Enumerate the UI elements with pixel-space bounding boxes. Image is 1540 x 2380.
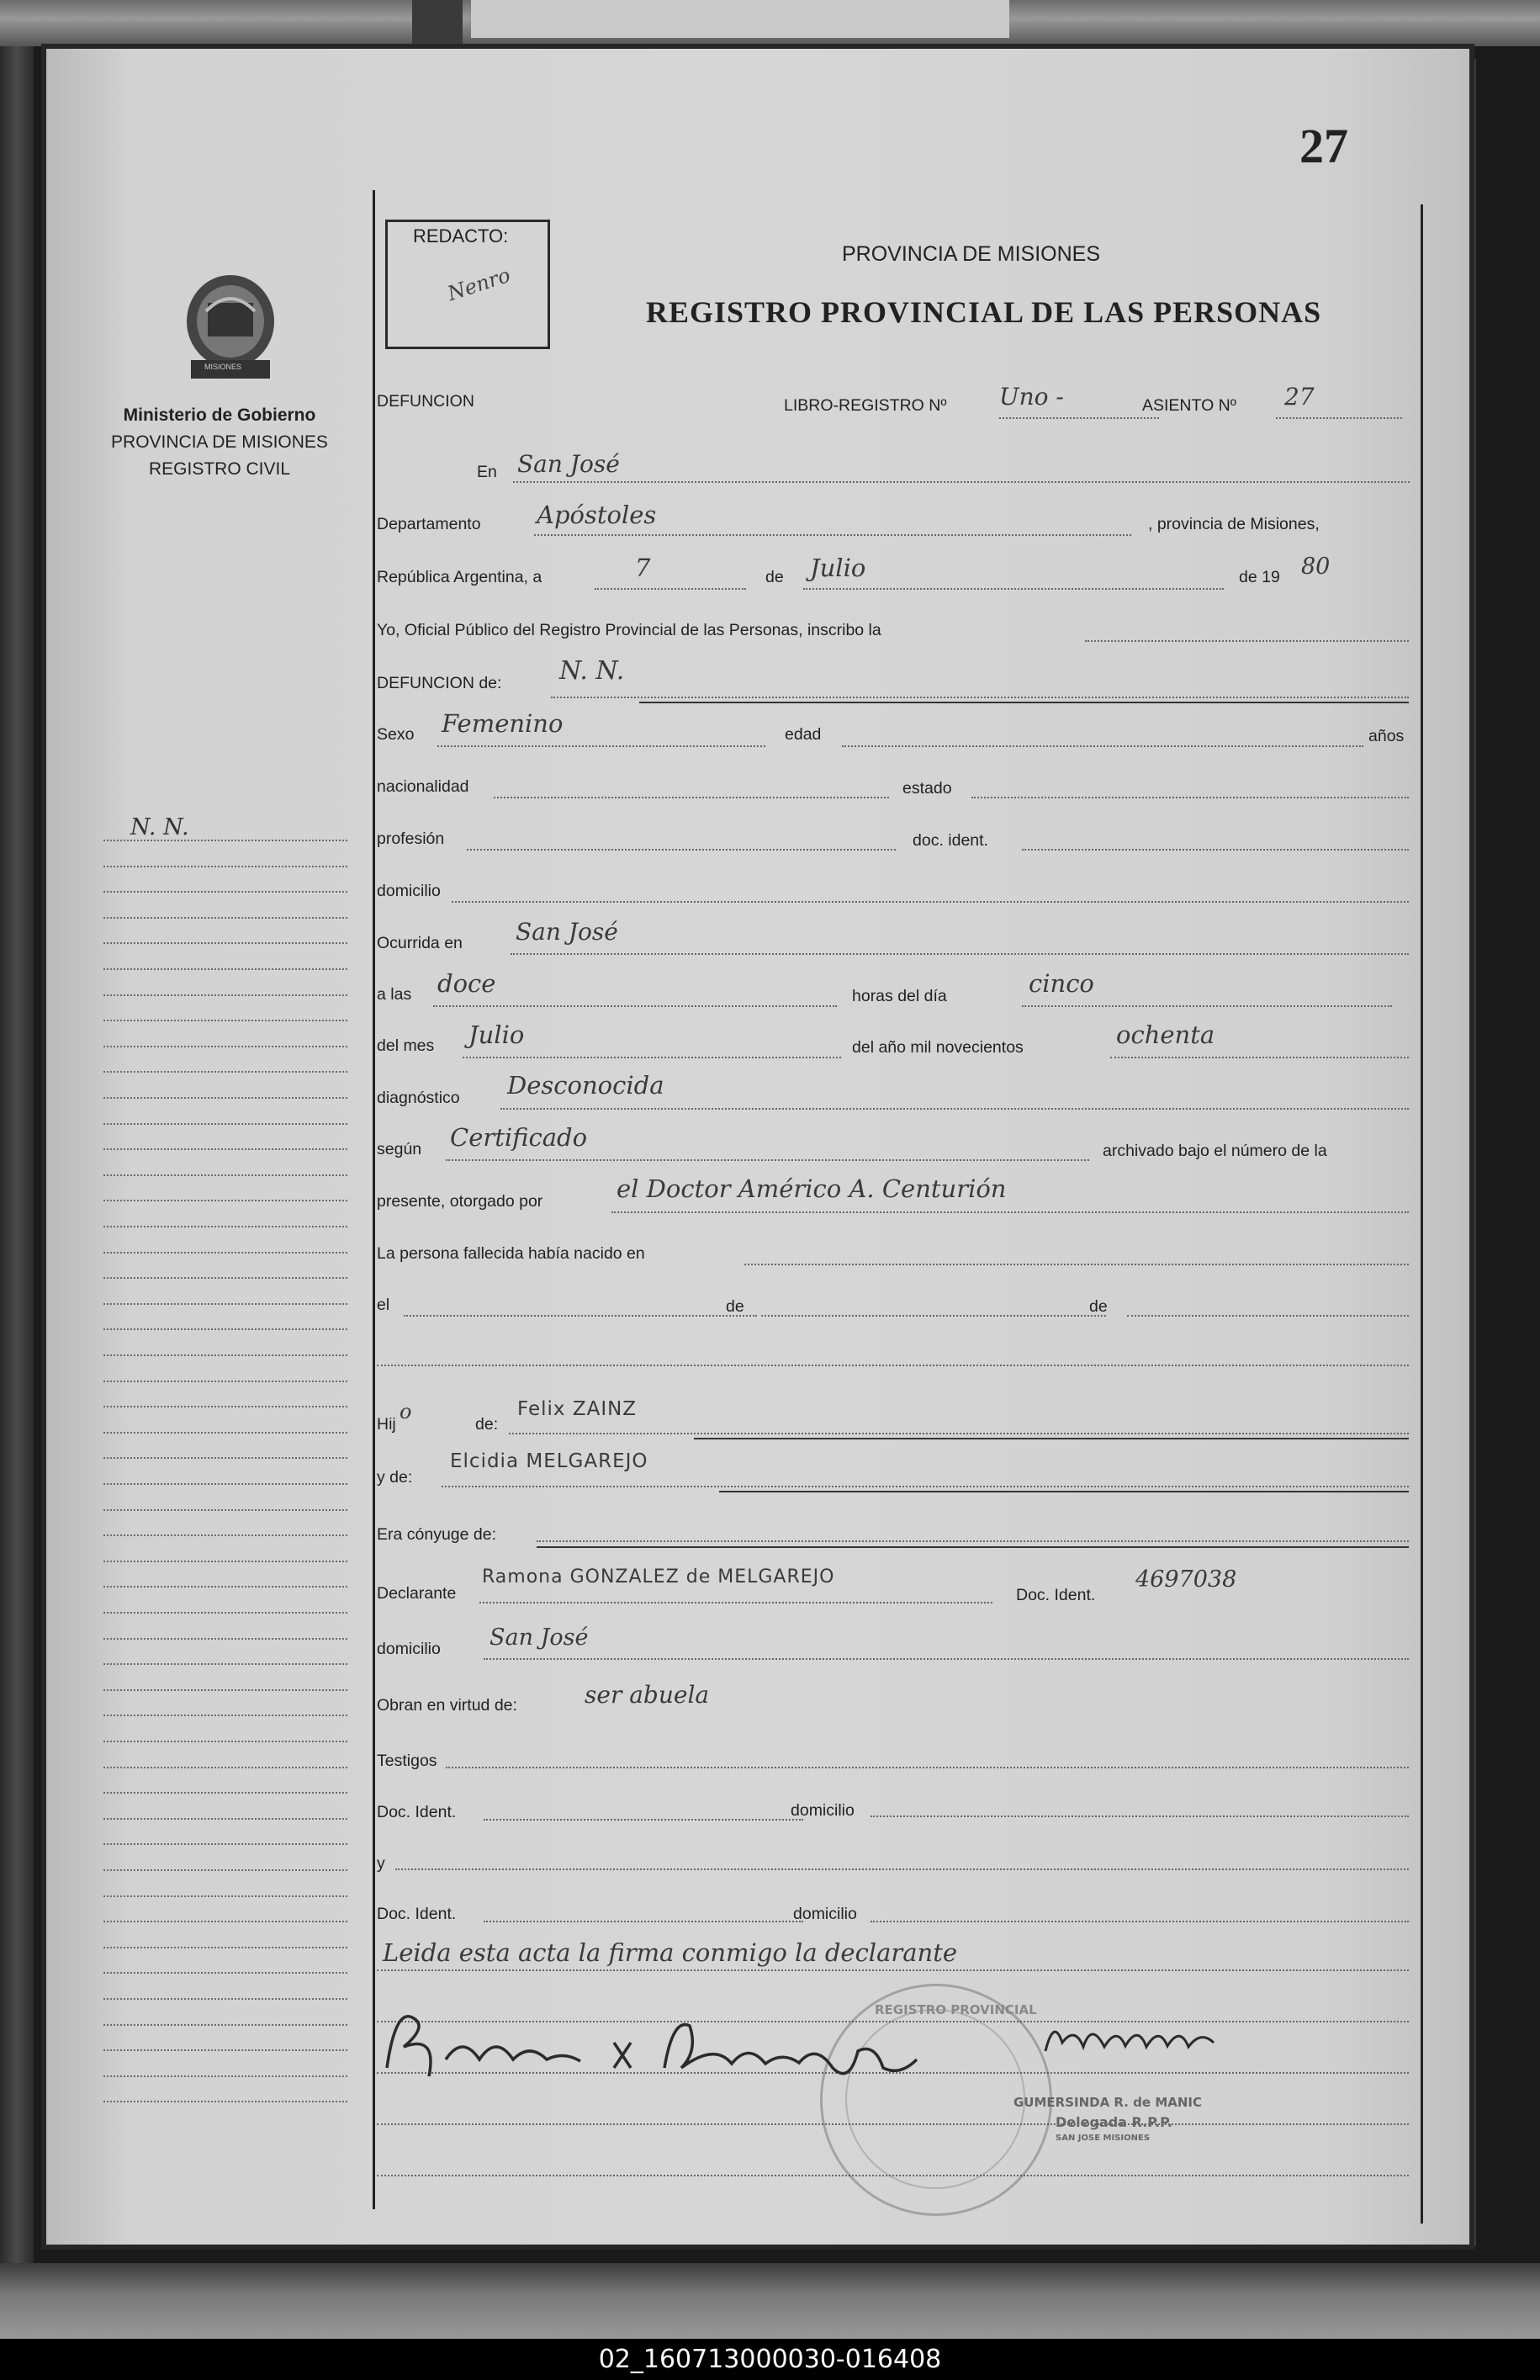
book-page-edge <box>471 0 1009 38</box>
domicilio4-label: domicilio <box>793 1905 857 1923</box>
defuncion-de-label: DEFUNCION de: <box>377 674 502 692</box>
left-rule <box>373 190 375 2209</box>
declarante-signature-text <box>484 2051 491 2052</box>
yo-line <box>1085 640 1409 642</box>
day-line <box>595 588 746 590</box>
margin-rule <box>103 1895 347 1897</box>
ocurrida-label: Ocurrida en <box>377 934 463 952</box>
y-line <box>395 1868 1409 1870</box>
margin-rule <box>103 866 347 867</box>
de1-label: de <box>726 1297 744 1316</box>
provincia-label: , provincia de Misiones, <box>1148 515 1320 533</box>
presente-line <box>611 1211 1409 1213</box>
margin-rule <box>103 1354 347 1356</box>
diagnostico-line <box>500 1108 1409 1110</box>
del-ano-label: del año mil novecientos <box>852 1038 1024 1057</box>
hijo-de-label: de: <box>475 1415 499 1434</box>
de2-label: de <box>1089 1297 1108 1316</box>
margin-rule <box>103 1535 347 1536</box>
segun-label: según <box>377 1140 422 1158</box>
sexo-value: Femenino <box>442 709 564 738</box>
departamento-label: Departamento <box>377 515 481 533</box>
province-heading: PROVINCIA DE MISIONES <box>111 432 328 452</box>
domicilio3-label: domicilio <box>791 1801 855 1820</box>
declarante-value: Ramona GONZALEZ de MELGAREJO <box>482 1566 835 1588</box>
margin-rule <box>103 1947 347 1948</box>
margin-rule <box>103 1381 347 1382</box>
profesion-line <box>467 849 896 851</box>
de1-line <box>761 1315 1106 1317</box>
del-ano-value: ochenta <box>1116 1020 1215 1049</box>
el-line <box>404 1315 757 1317</box>
nacionalidad-line <box>494 797 889 798</box>
margin-rule <box>103 2075 347 2077</box>
y-de-underline <box>719 1491 1409 1492</box>
domicilio2-label: domicilio <box>377 1640 441 1658</box>
ministry-heading: Ministerio de Gobierno <box>123 406 316 425</box>
margin-rule <box>103 1406 347 1407</box>
domicilio-label: domicilio <box>377 882 441 900</box>
margin-rule <box>103 1638 347 1640</box>
margin-rule <box>103 1869 347 1871</box>
hijo-line <box>509 1433 1409 1434</box>
margin-rule <box>103 1071 347 1073</box>
anos-label: años <box>1368 727 1405 745</box>
margin-rule <box>103 1303 347 1305</box>
a-las-value: doce <box>437 969 496 998</box>
margin-rule <box>103 1689 347 1691</box>
del-mes-value: Julio <box>468 1020 525 1049</box>
departamento-line <box>534 534 1131 536</box>
horas-line <box>1022 1005 1392 1007</box>
redacto-box <box>385 220 550 349</box>
sexo-label: Sexo <box>377 725 415 744</box>
registry-seal-text: REGISTRO PROVINCIAL <box>875 2002 1037 2017</box>
book-tab <box>412 0 463 46</box>
official-signature <box>1041 2009 1226 2068</box>
ocurrida-value: San José <box>516 918 618 946</box>
margin-rule <box>103 1123 347 1125</box>
profesion-label: profesión <box>377 830 445 848</box>
registry-title: REGISTRO PROVINCIAL DE LAS PERSONAS <box>646 295 1322 329</box>
el-label: el <box>377 1296 390 1314</box>
testigos-label: Testigos <box>377 1752 437 1770</box>
stamp-line-2: Delegada R.P.P. <box>1056 2114 1172 2130</box>
hijo-value: Felix ZAINZ <box>517 1398 638 1420</box>
margin-rule <box>103 1586 347 1588</box>
en-label: En <box>477 463 497 481</box>
del-ano-line <box>1110 1057 1409 1058</box>
margin-rule <box>103 1972 347 1974</box>
margin-rule <box>103 968 347 970</box>
presente-label: presente, otorgado por <box>377 1192 543 1211</box>
margin-rule <box>103 1561 347 1562</box>
y-de-label: y de: <box>377 1468 413 1487</box>
closing-statement: Leida esta acta la firma conmigo la declarante <box>383 1938 958 1967</box>
day-value: 7 <box>635 554 651 582</box>
book-bottom-edge <box>0 2263 1540 2339</box>
y-de-line <box>442 1486 1409 1487</box>
month-value: Julio <box>810 554 866 582</box>
sexo-line <box>437 745 765 747</box>
margin-rule <box>103 891 347 893</box>
margin-rule <box>103 1612 347 1614</box>
margin-name: N. N. <box>130 814 189 840</box>
book-spine <box>0 0 34 2347</box>
domicilio2-value: San José <box>490 1625 589 1651</box>
nacido-line <box>744 1264 1409 1265</box>
year-prefix: de 19 <box>1239 568 1280 586</box>
image-caption: 02_160713000030-016408 <box>0 2339 1540 2380</box>
register-page <box>46 49 1469 2245</box>
declarante-line <box>479 1602 992 1603</box>
diagnostico-value: Desconocida <box>507 1071 664 1100</box>
conyuge-underline <box>537 1546 1409 1548</box>
edad-label: edad <box>785 725 822 744</box>
libro-value: Uno - <box>999 383 1064 411</box>
libro-line <box>999 417 1159 419</box>
estado-label: estado <box>902 779 952 798</box>
margin-rule <box>103 1767 347 1768</box>
en-line <box>513 481 1410 483</box>
declarante-doc-value: 4697038 <box>1135 1566 1237 1593</box>
birthplace-line <box>377 1365 1409 1366</box>
archivado-label: archivado bajo el número de la <box>1103 1142 1327 1160</box>
asiento-label: ASIENTO Nº <box>1142 396 1236 415</box>
margin-rule <box>103 917 347 919</box>
closing-line <box>377 1969 1409 1971</box>
margin-rule <box>103 1457 347 1459</box>
del-mes-line <box>463 1057 841 1058</box>
doc-ident-line <box>1022 849 1409 851</box>
horas-value: cinco <box>1029 969 1094 998</box>
hijo-suffix: o <box>400 1400 412 1423</box>
margin-rule <box>103 1998 347 2000</box>
edad-line <box>842 745 1363 747</box>
redacto-label: REDACTO: <box>413 225 509 246</box>
book-top-edge <box>0 0 1540 46</box>
horas-label: horas del día <box>852 987 947 1005</box>
seal-caption: MISIONES <box>204 363 242 371</box>
right-rule <box>1421 204 1423 2224</box>
margin-rule <box>103 1148 347 1150</box>
margin-rule <box>103 1226 347 1227</box>
margin-rule <box>103 1483 347 1485</box>
domicilio2-line <box>484 1658 1409 1660</box>
province-line: PROVINCIA DE MISIONES <box>842 242 1101 266</box>
defuncion-de-value: N. N. <box>559 656 625 686</box>
margin-rule <box>103 1328 347 1330</box>
margin-rule <box>103 942 347 944</box>
civil-registry-heading: REGISTRO CIVIL <box>148 459 291 479</box>
a-las-label: a las <box>377 985 412 1004</box>
conyuge-label: Era cónyuge de: <box>377 1525 497 1544</box>
domicilio4-line <box>871 1921 1409 1922</box>
departamento-value: Apóstoles <box>537 501 657 529</box>
month-line <box>803 588 1224 590</box>
segun-value: Certificado <box>450 1123 588 1152</box>
redacto-value: Nenro <box>444 262 514 306</box>
margin-rule <box>103 1818 347 1820</box>
margin-rule <box>103 1921 347 1922</box>
doc-ident-label: doc. ident. <box>913 831 988 850</box>
year-value: 80 <box>1301 554 1331 580</box>
margin-rule <box>103 1792 347 1794</box>
margin-rule <box>103 1252 347 1254</box>
nacionalidad-label: nacionalidad <box>377 777 469 796</box>
defuncion-de-underline <box>639 702 1409 703</box>
doc-ident2-label: Doc. Ident. <box>377 1803 457 1821</box>
margin-rule <box>103 1097 347 1099</box>
margin-rule <box>103 1432 347 1434</box>
doc-ident2-line <box>484 1819 803 1821</box>
margin-rule <box>103 1843 347 1845</box>
diagnostico-label: diagnóstico <box>377 1089 460 1107</box>
margin-rule <box>103 1277 347 1279</box>
page-number: 27 <box>1299 119 1348 173</box>
a-las-line <box>433 1005 837 1007</box>
stamp-line-3: SAN JOSE MISIONES <box>1056 2134 1151 2143</box>
y-label: y <box>377 1854 385 1873</box>
margin-rule <box>103 840 347 841</box>
obran-label: Obran en virtud de: <box>377 1696 517 1715</box>
nacido-label: La persona fallecida había nacido en <box>377 1244 645 1263</box>
conyuge-line <box>537 1540 1409 1542</box>
de-label: de <box>765 568 784 586</box>
segun-line <box>446 1159 1089 1161</box>
yo-text: Yo, Oficial Público del Registro Provincial de las Personas, inscribo la <box>377 621 881 639</box>
margin-rule <box>103 2101 347 2102</box>
estado-line <box>971 797 1409 798</box>
margin-rule <box>103 1200 347 1201</box>
margin-rule <box>103 1715 347 1716</box>
declarante-label: Declarante <box>377 1584 457 1603</box>
margin-rule <box>103 1663 347 1665</box>
margin-rule <box>103 1174 347 1176</box>
testigos-line <box>446 1767 1409 1768</box>
hijo-underline <box>694 1438 1409 1439</box>
asiento-value: 27 <box>1284 383 1315 411</box>
margin-rule <box>103 1046 347 1047</box>
libro-label: LIBRO-REGISTRO Nº <box>784 396 947 415</box>
margin-rule <box>103 1020 347 1021</box>
margin-rule <box>103 2049 347 2051</box>
domicilio3-line <box>871 1815 1409 1817</box>
declarante-doc-label: Doc. Ident. <box>1016 1586 1096 1604</box>
domicilio-line <box>452 901 1409 903</box>
del-mes-label: del mes <box>377 1036 435 1055</box>
margin-rule <box>103 1741 347 1742</box>
doc-ident3-line <box>484 1921 803 1922</box>
asiento-line <box>1276 417 1402 419</box>
form-type-label: DEFUNCION <box>377 392 474 411</box>
obran-value: ser abuela <box>585 1681 710 1709</box>
defuncion-de-line <box>551 697 1409 698</box>
declarante-signature <box>378 2001 967 2093</box>
de2-line <box>1127 1315 1409 1317</box>
hijo-label: Hij <box>377 1415 396 1434</box>
margin-rule <box>103 2024 347 2026</box>
presente-value: el Doctor Américo A. Centurión <box>617 1174 1007 1203</box>
republica-label: República Argentina, a <box>377 568 542 586</box>
margin-rule <box>103 1509 347 1511</box>
en-value: San José <box>517 450 620 478</box>
ocurrida-line <box>511 953 1409 955</box>
stamp-line-1: GUMERSINDA R. de MANIC <box>1013 2095 1202 2110</box>
doc-ident3-label: Doc. Ident. <box>377 1905 457 1923</box>
y-de-value: Elcidia MELGAREJO <box>450 1450 648 1472</box>
margin-rule <box>103 994 347 996</box>
